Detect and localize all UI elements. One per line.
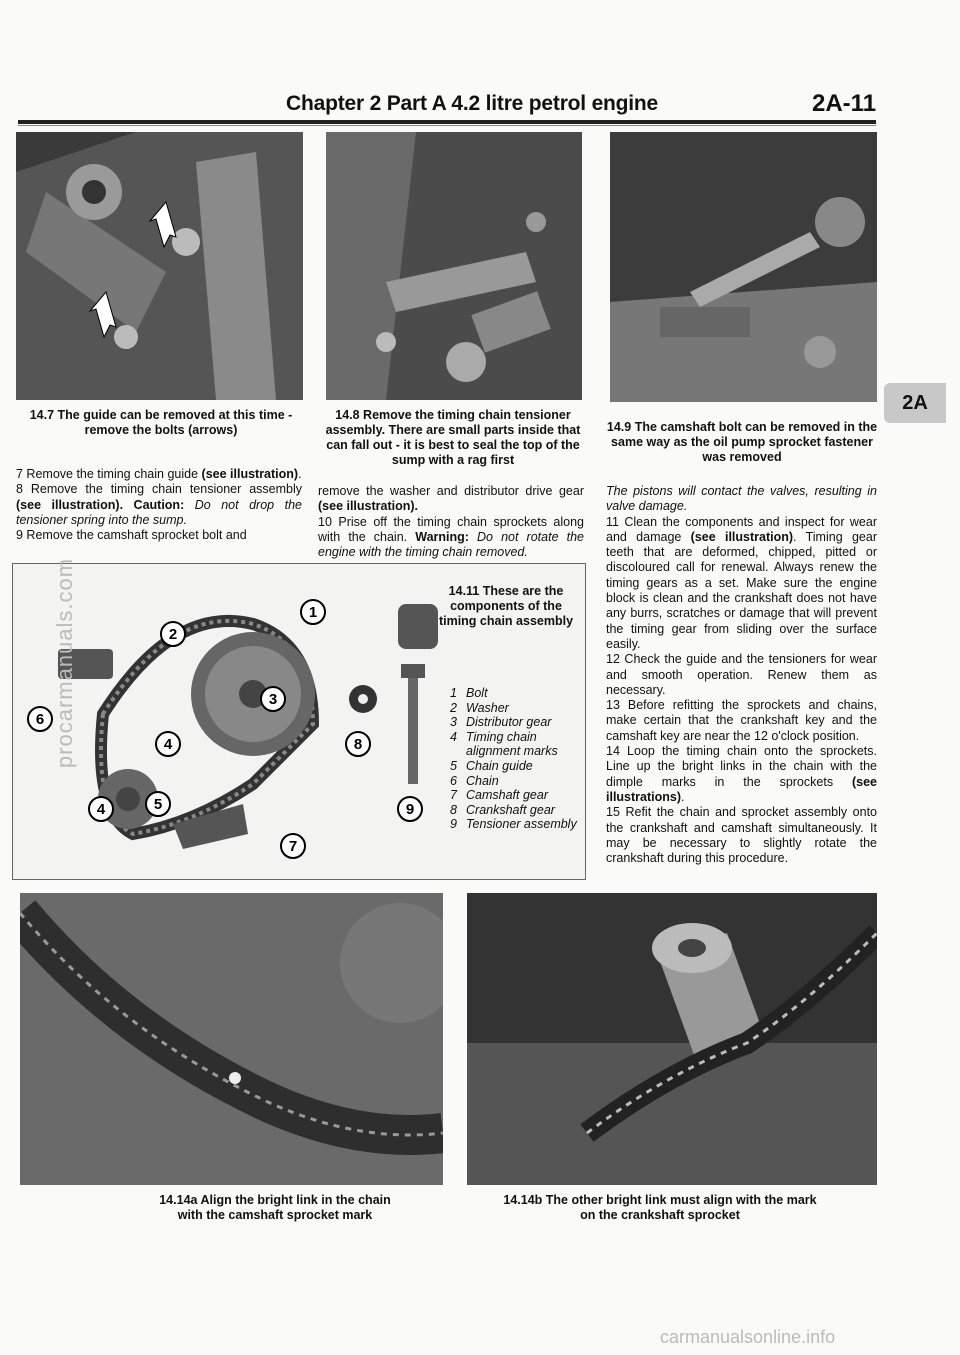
legend-item: 4 Timing chain alignment marks — [450, 729, 558, 759]
watermark-left: procarmanuals.com — [52, 557, 78, 769]
page-number: 2A-11 — [812, 90, 877, 117]
caption-14-8: 14.8 Remove the timing chain tensioner assembly. There are small parts inside that can fall out - it is best to seal the top of the sump with a rag first — [325, 408, 581, 467]
text-column-3 — [606, 484, 877, 866]
step-10-text: 10 Prise off the timing chain sprockets along with the chain. — [318, 514, 584, 544]
step-9-cont: remove the washer and distributor drive gear — [318, 484, 584, 498]
callout-3 — [301, 600, 325, 624]
header-rule-thin — [18, 125, 876, 126]
step-7-ref: (see illustration) — [201, 467, 299, 481]
svg-text:8: 8 — [353, 736, 363, 753]
diagram-legend — [450, 686, 580, 832]
svg-text:4: 4 — [163, 736, 173, 753]
photo-14-14a — [20, 893, 443, 1185]
legend-item: 2 Washer — [450, 700, 509, 715]
step-14-text: 14 Loop the timing chain onto the sprockets. Line up the bright links in the chain with the dimple marks in the sprockets — [606, 744, 877, 789]
svg-text:4: 4 — [96, 801, 106, 818]
caption-14-7: 14.7 The guide can be removed at this time - remove the bolts (arrows) — [29, 408, 293, 437]
step-13-text: 13 Before refitting the sprockets and chains, make certain that the crankshaft key and the camshaft key are near the 12 o'clock position. — [606, 698, 877, 743]
legend-item: 6 Chain — [450, 773, 499, 788]
photo-14-14b — [467, 893, 877, 1185]
step-15-text: 15 Refit the chain and sprocket assembly onto the crankshaft and camshaft simultaneously. It may be necessary to slightly rotate the crankshaft during this procedure. — [606, 805, 877, 866]
callout-1 — [398, 797, 422, 821]
svg-text:6: 6 — [35, 711, 45, 728]
svg-text:7: 7 — [288, 838, 298, 855]
text-column-1 — [16, 467, 302, 543]
step-7-text: 7 Remove the timing chain guide — [16, 467, 202, 481]
svg-text:5: 5 — [153, 796, 163, 813]
callout-7 — [146, 792, 170, 816]
step-11-ref: (see illustration) — [690, 529, 794, 544]
step-8-caution: Do not drop the tensioner spring into the sump. — [16, 497, 302, 527]
photo-14-8 — [326, 132, 582, 400]
step-9-text: 9 Remove the camshaft sprocket bolt and — [16, 528, 247, 543]
step-14-ref: (see illustrations) — [606, 774, 877, 804]
caption-14-14b: 14.14b The other bright link must align with the mark on the crankshaft sprocket — [503, 1193, 817, 1222]
section-tab: 2A — [884, 383, 946, 423]
svg-text:1: 1 — [308, 604, 318, 621]
caption-14-9: 14.9 The camshaft bolt can be removed in the same way as the oil pump sprocket fastener was removed — [606, 420, 878, 464]
svg-text:3: 3 — [268, 691, 278, 708]
caption-14-14a: 14.14a Align the bright link in the chain with the camshaft sprocket mark — [159, 1193, 391, 1222]
callout-5 — [281, 834, 305, 858]
svg-text:9: 9 — [405, 801, 415, 818]
step-8-text: 8 Remove the timing chain tensioner assembly — [16, 482, 302, 497]
step-8-ref: (see illustration). Caution: — [16, 497, 185, 512]
step-10-warning-label: Warning: — [415, 529, 469, 544]
step-9-ref: (see illustration). — [318, 499, 419, 514]
photo-14-9 — [610, 132, 877, 402]
step-7-end: . — [298, 467, 302, 481]
step-10-warning: Do not rotate the engine with the timing chain removed. — [318, 529, 584, 560]
callout-2 — [346, 732, 370, 756]
legend-item: 8 Crankshaft gear — [450, 802, 555, 817]
callout-6 — [161, 622, 185, 646]
svg-text:2: 2 — [168, 626, 178, 643]
step-14-end: . — [681, 789, 685, 804]
callout-8 — [156, 732, 180, 756]
legend-item: 9 Tensioner assembly — [450, 817, 577, 832]
watermark-bottom: carmanualsonline.info — [660, 1327, 836, 1347]
photo-14-7 — [16, 132, 303, 400]
callout-9 — [28, 707, 52, 731]
legend-item: 1 Bolt — [450, 686, 488, 700]
legend-item: 3 Distributor gear — [450, 715, 552, 730]
header-rule — [18, 120, 876, 124]
step-12-text: 12 Check the guide and the tensioners for wear and smooth operation. Renew them as necessary. — [606, 652, 877, 697]
page-header-title: Chapter 2 Part A 4.2 litre petrol engine — [286, 92, 659, 115]
callout-4-left — [89, 797, 113, 821]
caption-14-11: 14.11 These are the components of the timing chain assembly — [438, 584, 574, 628]
legend-item: 5 Chain guide — [450, 758, 533, 773]
step-11-rest: . Timing gear teeth that are deformed, chipped, pitted or discoloured call for renewal. Always renew the timing gears as a set. Make sure the engine block is clean and the crankshaft does not have any burrs, scratches or damage that will prevent the timing gear from sliding over the surface easily. — [606, 529, 877, 651]
callout-4-top — [261, 687, 285, 711]
legend-item: 7 Camshaft gear — [450, 788, 548, 803]
step-11-text: 11 Clean the components and inspect for wear and damage — [606, 514, 877, 544]
text-column-2 — [318, 484, 584, 560]
step-10-cont: The pistons will contact the valves, resulting in valve damage. — [606, 484, 877, 514]
